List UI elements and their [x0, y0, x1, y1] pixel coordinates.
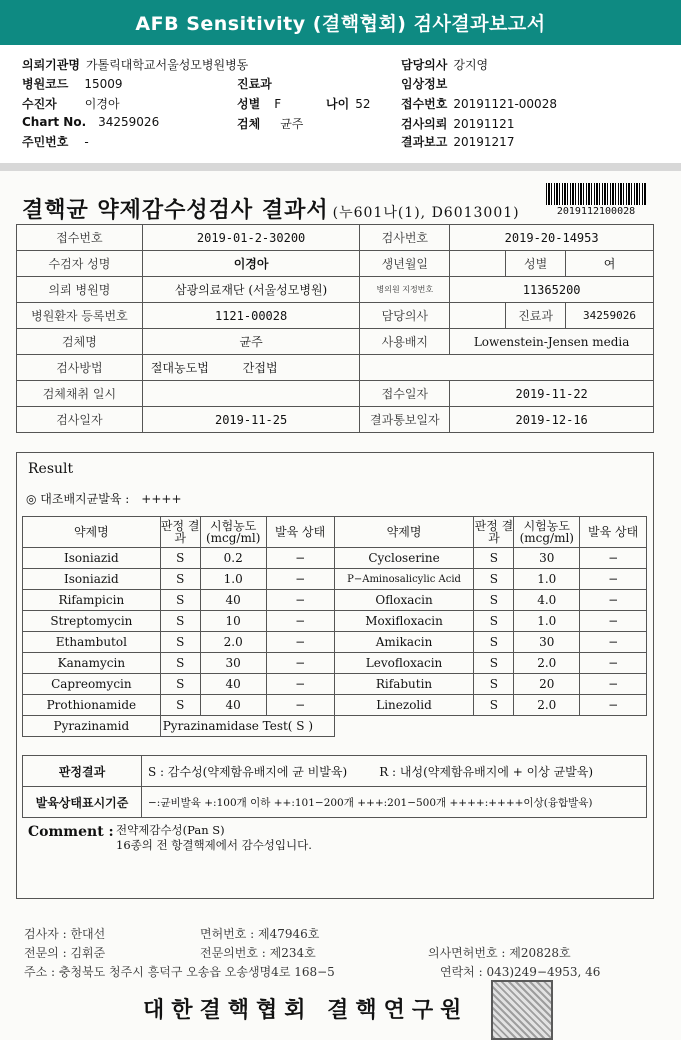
drug-drug-cell: Kanamycin [23, 653, 161, 674]
dob-label: 생년월일 [360, 251, 450, 277]
medium-label: 사용배지 [360, 329, 450, 355]
patient-header-table [16, 224, 654, 433]
drug-sensitivity-table [22, 516, 647, 737]
footer-tester: 검사자 : 한대선 [24, 927, 106, 941]
col-growth: 발육 상태 [266, 517, 334, 548]
drug-growth-cell: − [580, 590, 647, 611]
drug-growth-cell: − [266, 611, 334, 632]
tested-value: 2019-11-25 [142, 407, 360, 433]
doctor-label: 담당의사 [360, 303, 450, 329]
drug-row [23, 569, 647, 590]
hospital-name: 삼광의료재단 (서울성모병원) [142, 277, 360, 303]
pyrazinamid-row [23, 716, 647, 737]
section-divider [0, 163, 681, 171]
drug-result-cell: S [160, 632, 200, 653]
drug-drug-cell: Rifampicin [23, 590, 161, 611]
drug-conc-cell: 40 [200, 695, 266, 716]
report-banner [0, 0, 681, 45]
official-seal [491, 980, 553, 1040]
drug-row [23, 611, 647, 632]
drug-drug-cell: Moxifloxacin [334, 611, 474, 632]
col-growth: 발육 상태 [580, 517, 647, 548]
info-dept: 진료과 [237, 77, 272, 91]
drug-conc-cell: 10 [200, 611, 266, 632]
drug-conc-cell: 30 [200, 653, 266, 674]
info-specimen: 검체 균주 [237, 117, 304, 131]
drug-drug-cell: Prothionamide [23, 695, 161, 716]
info-clinical: 임상정보 [401, 77, 448, 91]
specimen-label: 검체명 [17, 329, 143, 355]
drug-row [23, 695, 647, 716]
drug-drug-cell: Cycloserine [334, 548, 474, 569]
judge-label: 판정결과 [23, 756, 142, 787]
comment-label: Comment : [28, 824, 114, 840]
drug-drug-cell: Capreomycin [23, 674, 161, 695]
info-doctor: 담당의사 강지영 [401, 58, 489, 72]
legend-table [22, 755, 647, 818]
drug-result-cell: S [474, 653, 514, 674]
drug-growth-cell: − [266, 632, 334, 653]
method-value: 절대농도법 간접법 [142, 355, 360, 381]
drug-conc-cell: 1.0 [514, 569, 580, 590]
drug-result-cell: S [474, 590, 514, 611]
drug-growth-cell: − [266, 695, 334, 716]
drug-growth-cell: − [266, 653, 334, 674]
drug-result-cell: S [474, 632, 514, 653]
drug-result-cell: S [474, 569, 514, 590]
drug-drug-cell: Rifabutin [334, 674, 474, 695]
drug-result-cell: S [160, 653, 200, 674]
drug-conc-cell: 1.0 [514, 611, 580, 632]
drug-result-cell: S [474, 548, 514, 569]
info-age: 나이 52 [326, 97, 371, 111]
info-code: 병원코드 15009 [22, 77, 123, 91]
medium-value: Lowenstein-Jensen media [450, 329, 654, 355]
drug-row [23, 548, 647, 569]
drug-result-cell: S [474, 695, 514, 716]
hosp-id: 11365200 [450, 277, 654, 303]
drug-growth-cell: − [580, 653, 647, 674]
specimen-value: 균주 [142, 329, 360, 355]
drug-result-cell: S [160, 611, 200, 632]
drug-result-cell: S [160, 590, 200, 611]
hosp-id-label: 병의원 지정번호 [360, 277, 450, 303]
footer-specialist: 전문의 : 김휘준 [24, 946, 106, 960]
drug-result-cell: S [474, 674, 514, 695]
growth-label: 발육상태표시기준 [23, 787, 142, 818]
info-hospital: 의뢰기관명 가톨릭대학교서울성모병원병동 [22, 58, 249, 72]
drug-growth-cell: − [580, 611, 647, 632]
received-value: 2019-11-22 [450, 381, 654, 407]
col-conc: 시험농도 (mcg/ml) [200, 517, 266, 548]
drug-row [23, 632, 647, 653]
drug-result-cell: S [160, 674, 200, 695]
barcode-number: 2019112100028 [556, 206, 636, 217]
judge-text: S : 감수성(약제함유배지에 균 비발육) R : 내성(약제함유배지에 + 이상 균발육) [142, 756, 647, 787]
test-no-label: 검사번호 [360, 225, 450, 251]
drug-conc-cell: 30 [514, 632, 580, 653]
info-sex: 성별 F [237, 97, 282, 111]
comment-text: 전약제감수성(Pan S) 16종의 전 항결핵제에서 감수성입니다. [116, 823, 312, 852]
drug-result-cell: S [160, 569, 200, 590]
dept-value: 34259026 [566, 303, 654, 329]
drug-result-cell: S [474, 611, 514, 632]
drug-conc-cell: 20 [514, 674, 580, 695]
drug-conc-cell: 40 [200, 590, 266, 611]
drug-conc-cell: 4.0 [514, 590, 580, 611]
drug-drug-cell: Linezolid [334, 695, 474, 716]
drug-growth-cell: − [580, 632, 647, 653]
drug-drug-cell: Levofloxacin [334, 653, 474, 674]
drug-growth-cell: − [266, 569, 334, 590]
footer-specialist-no: 전문의번호 : 제234호 [200, 946, 316, 960]
method-label: 검사방법 [17, 355, 143, 381]
info-accession: 접수번호 20191121-00028 [401, 97, 557, 111]
drug-result-cell: S [160, 695, 200, 716]
dob-value [450, 251, 506, 277]
notified-value: 2019-12-16 [450, 407, 654, 433]
received-label: 접수일자 [360, 381, 450, 407]
drug-drug-cell: Streptomycin [23, 611, 161, 632]
drug-conc-cell: 0.2 [200, 548, 266, 569]
doctor-value [450, 303, 506, 329]
drug-drug-cell: Ofloxacin [334, 590, 474, 611]
growth-text: −:균비발육 +:100개 이하 ++:101−200개 +++:201−500개 ++++:++++이상(융합발육) [142, 787, 647, 818]
accession-no-label: 접수번호 [17, 225, 143, 251]
info-chart: Chart No. 34259026 [22, 115, 160, 129]
info-rrn: 주민번호 - [22, 135, 89, 149]
drug-drug-cell: Ethambutol [23, 632, 161, 653]
collect-value [142, 381, 360, 407]
banner-title: AFB Sensitivity (결핵협회) 검사결과보고서 [135, 13, 546, 35]
reg-label: 병원환자 등록번호 [17, 303, 143, 329]
dept-label: 진료과 [506, 303, 566, 329]
tested-label: 검사일자 [17, 407, 143, 433]
drug-drug-cell: P−Aminosalicylic Acid [334, 569, 474, 590]
patient-label: 수검자 성명 [17, 251, 143, 277]
sex-value: 여 [566, 251, 654, 277]
drug-drug-cell: Amikacin [334, 632, 474, 653]
reg-value: 1121-00028 [142, 303, 360, 329]
drug-drug-cell: Isoniazid [23, 569, 161, 590]
drug-growth-cell: − [580, 569, 647, 590]
report-info-panel [0, 45, 681, 163]
info-report: 결과보고 20191217 [401, 135, 515, 149]
footer-doctor-license: 의사면허번호 : 제20828호 [428, 946, 571, 960]
result-label: Result [28, 461, 74, 477]
drug-conc-cell: 2.0 [200, 632, 266, 653]
drug-row [23, 590, 647, 611]
footer-license: 면허번호 : 제47946호 [200, 927, 320, 941]
patient-name: 이경아 [142, 251, 360, 277]
info-collector: 수진자 이경아 [22, 97, 120, 111]
info-request: 검사의뢰 20191121 [401, 117, 515, 131]
drug-conc-cell: 40 [200, 674, 266, 695]
drug-row [23, 653, 647, 674]
col-result: 판정 결과 [160, 517, 200, 548]
organization-name: 대한결핵협회 결핵연구원 [143, 997, 469, 1023]
pyrazinamidase-cell: Pyrazinamidase Test( S ) [160, 716, 334, 737]
drug-growth-cell: − [266, 548, 334, 569]
drug-growth-cell: − [266, 674, 334, 695]
col-conc: 시험농도 (mcg/ml) [514, 517, 580, 548]
footer-address: 주소 : 충청북도 청주시 흥덕구 오송읍 오송생명4로 168−5 [24, 965, 335, 979]
pyrazinamid-cell: Pyrazinamid [23, 716, 161, 737]
drug-growth-cell: − [580, 674, 647, 695]
barcode-image [546, 183, 646, 205]
accession-no: 2019-01-2-30200 [142, 225, 360, 251]
drug-conc-cell: 2.0 [514, 653, 580, 674]
control-growth: ◎ 대조배지균발육 : ++++ [26, 492, 182, 506]
drug-growth-cell: − [580, 548, 647, 569]
drug-conc-cell: 2.0 [514, 695, 580, 716]
sex-label: 성별 [506, 251, 566, 277]
drug-growth-cell: − [266, 590, 334, 611]
drug-conc-cell: 30 [514, 548, 580, 569]
notified-label: 결과통보일자 [360, 407, 450, 433]
drug-conc-cell: 1.0 [200, 569, 266, 590]
document-title: 결핵균 약제감수성검사 결과서 (누601나(1), D6013001) [22, 197, 520, 223]
drug-result-cell: S [160, 548, 200, 569]
drug-drug-cell: Isoniazid [23, 548, 161, 569]
col-drug: 약제명 [334, 517, 474, 548]
hospital-label: 의뢰 병원명 [17, 277, 143, 303]
col-result: 판정 결과 [474, 517, 514, 548]
collect-label: 검체채취 일시 [17, 381, 143, 407]
col-drug: 약제명 [23, 517, 161, 548]
document-subtitle: (누601나(1), D6013001) [332, 205, 520, 221]
footer-phone: 연락처 : 043)249−4953, 46 [440, 965, 601, 979]
drug-row [23, 674, 647, 695]
drug-growth-cell: − [580, 695, 647, 716]
test-no: 2019-20-14953 [450, 225, 654, 251]
